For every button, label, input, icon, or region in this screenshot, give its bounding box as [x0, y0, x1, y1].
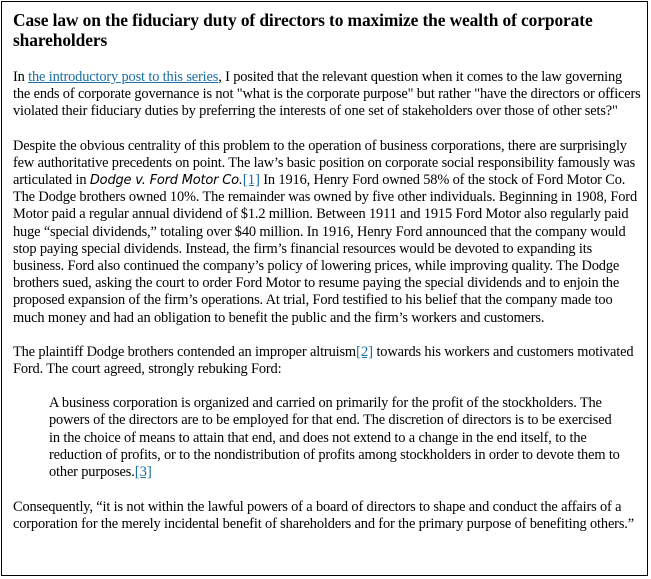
paragraph-dodge-background: [13, 138, 641, 327]
introductory-post-link[interactable]: the introductory post to this series: [28, 69, 219, 85]
background-text-end: In 1916, Henry Ford owned 58% of the stock of Ford Motor Co. The Dodge brothers owned 10%. The remainder was owned by five other individuals. Beginning in 1908, Ford Motor paid a regular annual dividend of $1.2 million. Between 1911 and 1915 Ford Motor also regularly paid huge “special dividends,” totaling over $40 million. In 1916, Henry Ford announced that the company would stop paying special dividends. Instead, the firm’s financial resources would be devoted to expanding its business. Ford also continued the company’s policy of lowering prices, while improving quality. The Dodge brothers sued, asking the court to order Ford Motor to resume paying the special dividends and to enjoin the proposed expansion of the firm’s operations. At trial, Ford testified to his belief that the company made too much money and had an obligation to benefit the public and the firm’s workers and customers.: [13, 172, 637, 326]
paragraph-plaintiff: [13, 344, 641, 378]
intro-prefix: In: [13, 69, 29, 85]
footnote-link-3[interactable]: [3]: [134, 464, 152, 481]
article-body: [13, 10, 641, 551]
quote-text: A business corporation is organized and carried on primarily for the profit of the stockholders. The powers of the directors are to be employed for that end. The discretion of directors is to be exercised in the choice of means to attain that end, and does not extend to a change in the end itself, to the reduction of profits, or to the nondistribution of profits among stockholders in order to devote them to other purposes.: [49, 395, 620, 481]
plaintiff-text-end: towards his workers and customers motivated Ford. The court agreed, strongly rebuking Ford:: [13, 343, 634, 378]
footnote-link-1[interactable]: [1]: [242, 172, 260, 189]
paragraph-consequently: Consequently, “it is not within the lawful powers of a board of directors to shape and conduct the affairs of a corporation for the merely incidental benefit of shareholders and for the primary purpose of benefiting others.”: [13, 499, 634, 533]
plaintiff-text-start: The plaintiff Dodge brothers contended an improper altruism: [13, 343, 356, 360]
document-frame: [1, 1, 648, 576]
article-title: Case law on the fiduciary duty of directors to maximize the wealth of corporate shareholders: [13, 10, 593, 50]
paragraph-intro: [13, 69, 641, 121]
intro-text: , I posited that the relevant question when it comes to the law governing the ends of corporate governance is not "what is the corporate purpose" but rather "have the directors or officers violated their fiduciary duties by preferring the interests of one set of stakeholders over those of other sets?": [13, 69, 641, 120]
court-quote: [13, 395, 641, 481]
footnote-link-2[interactable]: [2]: [355, 343, 374, 360]
background-text-start: Despite the obvious centrality of this problem to the operation of business corporations, there are surprisingly few authoritative precedents on point. The law’s basic position on corporate social responsibility famously was articulated in: [13, 137, 636, 189]
case-name: Dodge v. Ford Motor Co.: [89, 173, 243, 189]
